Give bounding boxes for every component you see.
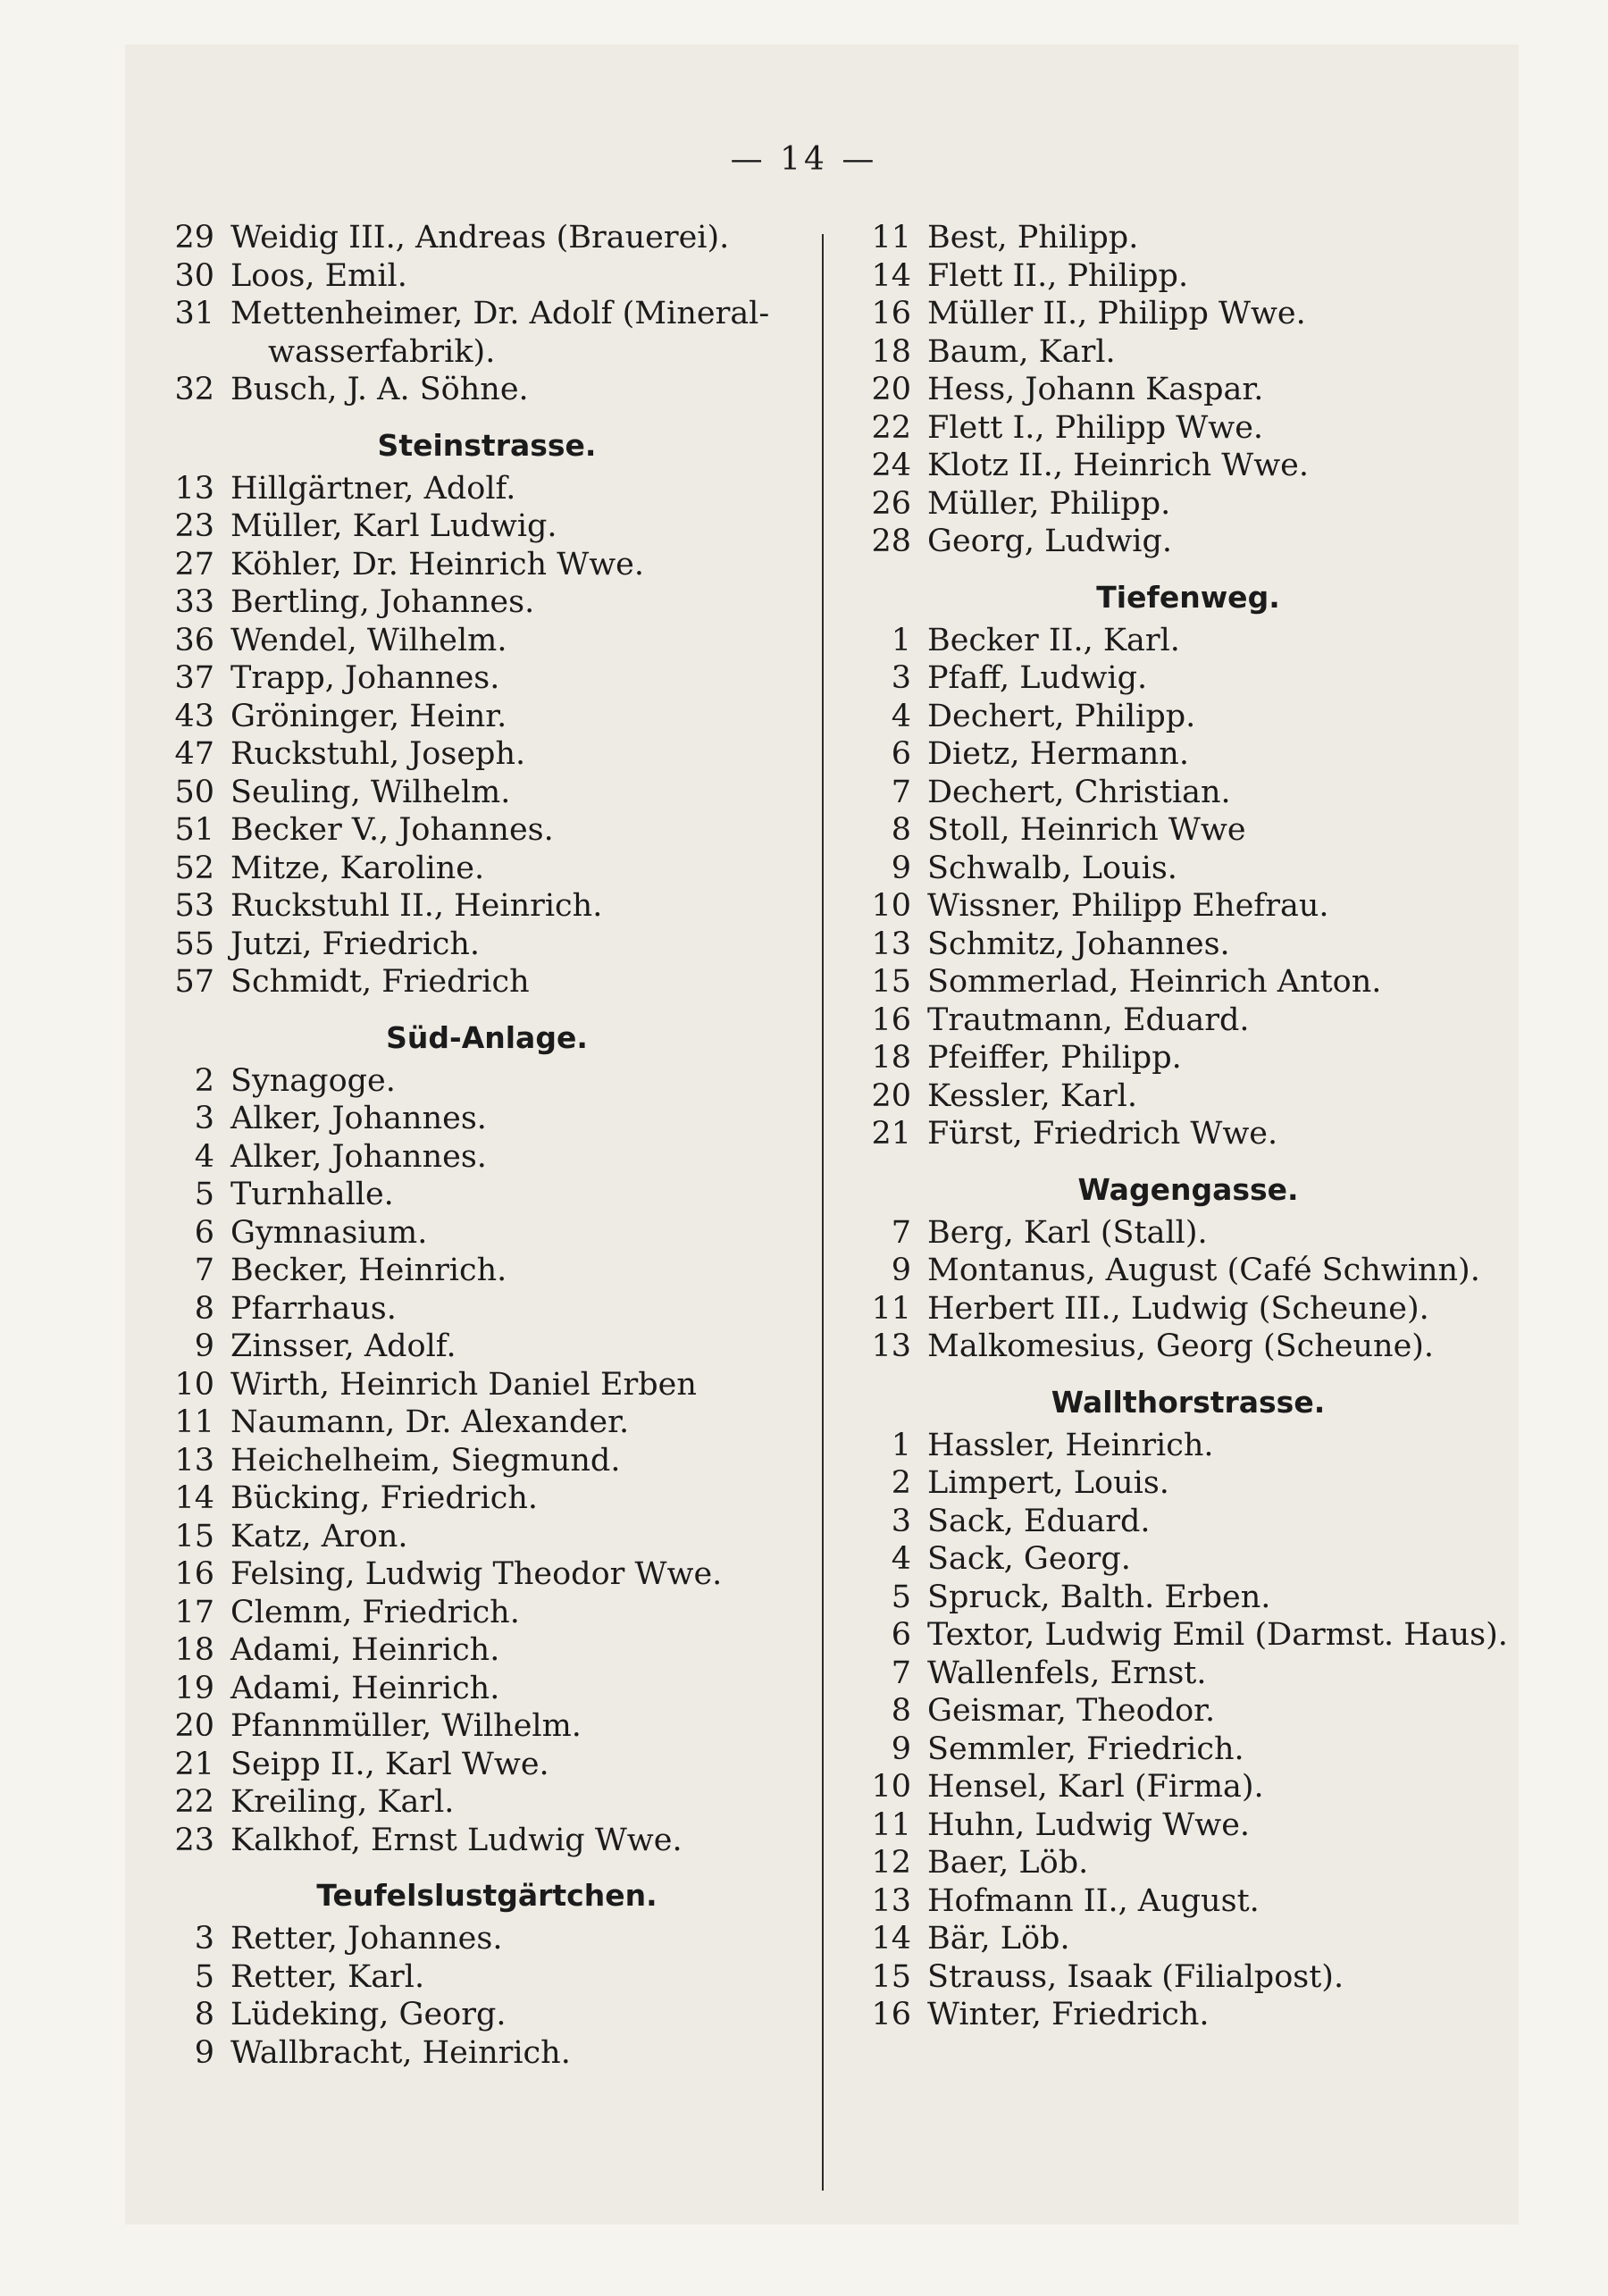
house-number: 11 — [174, 1404, 214, 1440]
list-item — [161, 257, 813, 296]
house-number: 16 — [174, 1556, 214, 1592]
house-number: 52 — [174, 850, 214, 886]
resident-name: Wallenfels, Ernst. — [927, 1655, 1207, 1691]
house-number: 14 — [871, 1921, 911, 1957]
resident-name: Strauss, Isaak (Filialpost). — [927, 1958, 1344, 1995]
list-item — [161, 1138, 813, 1177]
resident-name: Wirth, Heinrich Daniel Erben — [230, 1366, 697, 1403]
resident-name: Mettenheimer, Dr. Adolf (Mineral- — [230, 296, 770, 331]
house-number: 23 — [174, 1822, 214, 1858]
house-number: 21 — [871, 1116, 911, 1152]
resident-name: Fürst, Friedrich Wwe. — [927, 1116, 1278, 1152]
house-number: 13 — [174, 1442, 214, 1479]
house-number: 2 — [891, 1465, 911, 1501]
resident-name: Hofmann II., August. — [927, 1882, 1260, 1919]
house-number: 24 — [871, 448, 911, 483]
house-number: 10 — [871, 888, 911, 924]
house-number: 7 — [891, 1655, 911, 1691]
list-item — [161, 1518, 813, 1556]
right-column — [858, 219, 1519, 2034]
house-number: 4 — [891, 698, 911, 734]
house-number: 14 — [174, 1480, 214, 1516]
resident-name: Hensel, Karl (Firma). — [927, 1769, 1264, 1805]
list-item — [858, 1806, 1519, 1845]
list-item — [858, 1616, 1519, 1655]
house-number: 9 — [891, 1730, 911, 1767]
house-number: 18 — [871, 1040, 911, 1076]
list-item — [858, 1252, 1519, 1290]
list-item — [858, 1730, 1519, 1769]
resident-name: Becker V., Johannes. — [230, 812, 554, 848]
list-item — [858, 698, 1519, 736]
resident-name: Naumann, Dr. Alexander. — [230, 1404, 630, 1440]
resident-name: Baum, Karl. — [927, 333, 1116, 370]
house-number: 7 — [891, 1214, 911, 1251]
list-item — [858, 485, 1519, 524]
resident-name: Geismar, Theodor. — [927, 1693, 1216, 1729]
house-number: 3 — [194, 1101, 214, 1136]
house-number: 31 — [174, 296, 214, 331]
list-item — [858, 850, 1519, 888]
house-number: 27 — [174, 546, 214, 582]
column-divider — [822, 234, 824, 2191]
house-number: 4 — [891, 1541, 911, 1577]
resident-name: Seuling, Wilhelm. — [230, 774, 511, 810]
house-number: 57 — [174, 964, 214, 1000]
house-number: 11 — [871, 1290, 911, 1327]
list-item — [161, 1555, 813, 1594]
list-item — [161, 1746, 813, 1784]
resident-name: Sack, Georg. — [927, 1541, 1131, 1577]
list-item — [161, 1290, 813, 1328]
resident-name: Köhler, Dr. Heinrich Wwe. — [230, 546, 644, 582]
resident-name: Wendel, Wilhelm. — [230, 622, 507, 658]
resident-name: Müller, Philipp. — [927, 485, 1171, 522]
resident-name: Bücking, Friedrich. — [230, 1480, 538, 1516]
house-number: 7 — [194, 1253, 214, 1288]
list-item — [858, 1882, 1519, 1921]
list-item — [858, 926, 1519, 964]
house-number: 32 — [174, 372, 214, 407]
house-number: 20 — [871, 372, 911, 407]
resident-name: Baer, Löb. — [927, 1845, 1089, 1881]
resident-name: Hassler, Heinrich. — [927, 1427, 1214, 1463]
list-item — [858, 1579, 1519, 1617]
house-number: 53 — [174, 888, 214, 924]
resident-name: Herbert III., Ludwig (Scheune). — [927, 1290, 1429, 1327]
resident-name: Weidig III., Andreas (Brauerei). — [230, 220, 730, 256]
street-heading: Süd-Anlage. — [386, 1019, 588, 1055]
house-number: 11 — [871, 220, 911, 256]
list-item — [161, 1328, 813, 1366]
house-number: 30 — [174, 257, 214, 294]
resident-name: Jutzi, Friedrich. — [230, 926, 481, 962]
list-item — [161, 2034, 813, 2073]
house-number: 6 — [194, 1214, 214, 1251]
list-item — [161, 887, 813, 926]
resident-name: Best, Philipp. — [927, 220, 1139, 256]
list-item — [161, 698, 813, 736]
resident-name: Felsing, Ludwig Theodor Wwe. — [230, 1556, 723, 1592]
list-item — [858, 1768, 1519, 1806]
house-number: 10 — [174, 1366, 214, 1403]
list-item — [858, 1996, 1519, 2034]
list-item — [161, 1783, 813, 1822]
resident-name: Dechert, Philipp. — [927, 698, 1196, 734]
resident-name: Pfarrhaus. — [230, 1290, 397, 1327]
house-number: 55 — [174, 926, 214, 962]
list-item — [858, 735, 1519, 774]
house-number: 3 — [891, 1503, 911, 1539]
resident-name: Klotz II., Heinrich Wwe. — [927, 448, 1310, 483]
house-number: 28 — [871, 524, 911, 559]
resident-name: Gymnasium. — [230, 1214, 428, 1251]
list-item — [858, 523, 1519, 561]
list-item — [858, 1214, 1519, 1253]
house-number: 21 — [174, 1746, 214, 1782]
house-number: 20 — [174, 1708, 214, 1744]
list-item — [858, 887, 1519, 926]
list-item — [858, 1001, 1519, 1040]
resident-name: Pfeiffer, Philipp. — [927, 1040, 1182, 1076]
list-item — [161, 659, 813, 698]
house-number: 3 — [194, 1921, 214, 1957]
list-item — [161, 1958, 813, 1997]
house-number: 7 — [891, 774, 911, 810]
list-item — [161, 1214, 813, 1253]
house-number: 2 — [194, 1062, 214, 1099]
list-item — [161, 926, 813, 964]
house-number: 8 — [891, 812, 911, 848]
resident-name: Becker, Heinrich. — [230, 1253, 507, 1288]
house-number: 8 — [194, 1290, 214, 1327]
list-item — [858, 1692, 1519, 1730]
house-number: 18 — [871, 333, 911, 370]
list-item — [858, 1115, 1519, 1153]
list-item — [858, 1958, 1519, 1997]
list-item — [858, 1328, 1519, 1366]
resident-name: Adami, Heinrich. — [230, 1632, 500, 1668]
house-number: 6 — [891, 736, 911, 772]
resident-name: Montanus, August (Café Schwinn). — [927, 1253, 1480, 1288]
resident-name: Spruck, Balth. Erben. — [927, 1579, 1271, 1615]
resident-name: Berg, Karl (Stall). — [927, 1214, 1208, 1251]
list-item — [858, 409, 1519, 448]
house-number: 8 — [194, 1997, 214, 2032]
left-column — [161, 219, 813, 2072]
list-item — [161, 1062, 813, 1101]
list-item — [858, 447, 1519, 485]
house-number: 47 — [174, 736, 214, 772]
list-item — [858, 622, 1519, 660]
house-number: 17 — [174, 1594, 214, 1630]
resident-name: Seipp II., Karl Wwe. — [230, 1746, 549, 1782]
house-number: 29 — [174, 220, 214, 256]
resident-name: Busch, J. A. Söhne. — [230, 372, 529, 407]
house-number: 13 — [871, 926, 911, 962]
resident-name: Becker II., Karl. — [927, 622, 1180, 658]
resident-name: Flett I., Philipp Wwe. — [927, 409, 1264, 446]
list-item — [858, 295, 1519, 333]
street-heading: Teufelslustgärtchen. — [316, 1878, 657, 1913]
resident-name: Flett II., Philipp. — [927, 257, 1189, 294]
resident-name: Schmidt, Friedrich — [230, 964, 530, 1000]
list-item — [161, 1920, 813, 1958]
resident-name: Hess, Johann Kaspar. — [927, 372, 1264, 407]
resident-name: Bertling, Johannes. — [230, 584, 535, 620]
list-item — [161, 1996, 813, 2034]
resident-name: Gröninger, Heinr. — [230, 698, 507, 734]
house-number: 15 — [871, 1958, 911, 1995]
house-number: 15 — [871, 964, 911, 1000]
house-number: 1 — [891, 622, 911, 658]
page-number: — 14 — — [730, 141, 878, 178]
list-item — [161, 1252, 813, 1290]
resident-name: Georg, Ludwig. — [927, 524, 1173, 559]
list-item — [858, 811, 1519, 850]
list-item — [161, 583, 813, 622]
house-number: 22 — [871, 409, 911, 446]
resident-name: Müller, Karl Ludwig. — [230, 508, 557, 544]
list-item — [161, 1366, 813, 1404]
resident-name: Trapp, Johannes. — [230, 660, 500, 696]
list-item — [161, 811, 813, 850]
list-item — [161, 470, 813, 508]
house-number: 1 — [891, 1427, 911, 1463]
list-item — [161, 219, 813, 257]
house-number: 9 — [891, 850, 911, 886]
resident-name: Sack, Eduard. — [927, 1503, 1151, 1539]
resident-name: Kessler, Karl. — [927, 1077, 1137, 1114]
resident-name: Müller II., Philipp Wwe. — [927, 296, 1306, 331]
resident-name: Kreiling, Karl. — [230, 1784, 455, 1820]
list-item — [858, 963, 1519, 1001]
resident-name: Adami, Heinrich. — [230, 1670, 500, 1706]
house-number: 13 — [174, 470, 214, 507]
house-number: 13 — [871, 1882, 911, 1919]
resident-name: Alker, Johannes. — [230, 1138, 487, 1175]
list-item — [161, 1631, 813, 1670]
house-number: 26 — [871, 485, 911, 522]
house-number: 5 — [194, 1958, 214, 1995]
house-number: 37 — [174, 660, 214, 696]
list-item — [161, 1479, 813, 1518]
house-number: 13 — [871, 1328, 911, 1364]
list-item — [858, 1290, 1519, 1328]
house-number: 5 — [194, 1177, 214, 1212]
list-item — [161, 963, 813, 1001]
street-heading: Tiefenweg. — [1096, 579, 1280, 615]
resident-name: Sommerlad, Heinrich Anton. — [927, 964, 1382, 1000]
resident-name: Semmler, Friedrich. — [927, 1730, 1244, 1767]
house-number: 3 — [891, 660, 911, 696]
resident-name: Katz, Aron. — [230, 1518, 408, 1554]
house-number: 9 — [194, 2034, 214, 2071]
resident-name: Dietz, Hermann. — [927, 736, 1189, 772]
list-item — [858, 1039, 1519, 1077]
resident-name: Winter, Friedrich. — [927, 1997, 1210, 2032]
resident-name: Heichelheim, Siegmund. — [230, 1442, 621, 1479]
house-number: 16 — [871, 296, 911, 331]
list-item — [858, 774, 1519, 812]
list-item — [161, 1670, 813, 1708]
house-number: 50 — [174, 774, 214, 810]
list-item — [858, 1655, 1519, 1693]
resident-name: Mitze, Karoline. — [230, 850, 485, 886]
house-number: 5 — [891, 1579, 911, 1615]
resident-name: Schmitz, Johannes. — [927, 926, 1230, 962]
house-number: 9 — [891, 1253, 911, 1288]
house-number: 18 — [174, 1632, 214, 1668]
resident-name: Lüdeking, Georg. — [230, 1997, 507, 2032]
resident-name: Trautmann, Eduard. — [927, 1001, 1250, 1038]
resident-name: Textor, Ludwig Emil (Darmst. Haus). — [927, 1617, 1508, 1653]
house-number: 9 — [194, 1328, 214, 1364]
house-number: 51 — [174, 812, 214, 848]
resident-name: Stoll, Heinrich Wwe — [927, 812, 1246, 848]
house-number: 36 — [174, 622, 214, 658]
resident-name: Wissner, Philipp Ehefrau. — [927, 888, 1329, 924]
list-item — [161, 1404, 813, 1442]
resident-name: Loos, Emil. — [230, 257, 407, 294]
list-item-continuation: wasserfabrik). — [268, 333, 496, 370]
resident-name: Zinsser, Adolf. — [230, 1328, 456, 1364]
resident-name: Clemm, Friedrich. — [230, 1594, 520, 1630]
list-item — [858, 257, 1519, 296]
resident-name: Malkomesius, Georg (Scheune). — [927, 1328, 1435, 1364]
list-item — [858, 1540, 1519, 1579]
street-heading: Steinstrasse. — [377, 427, 597, 463]
list-item — [161, 295, 813, 333]
list-item — [858, 1844, 1519, 1882]
house-number: 4 — [194, 1138, 214, 1175]
resident-name: Retter, Karl. — [230, 1958, 425, 1995]
list-item — [161, 371, 813, 409]
street-heading: Wallthorstrasse. — [1051, 1384, 1326, 1420]
house-number: 16 — [871, 1001, 911, 1038]
house-number: 33 — [174, 584, 214, 620]
house-number: 8 — [891, 1693, 911, 1729]
resident-name: Pfaff, Ludwig. — [927, 660, 1148, 696]
list-item — [161, 1594, 813, 1632]
list-item — [161, 774, 813, 812]
list-item — [161, 1707, 813, 1746]
house-number: 23 — [174, 508, 214, 544]
house-number: 43 — [174, 698, 214, 734]
house-number: 19 — [174, 1670, 214, 1706]
resident-name: Hillgärtner, Adolf. — [230, 470, 516, 507]
list-item — [858, 659, 1519, 698]
street-heading: Wagengasse. — [1077, 1171, 1299, 1207]
list-item — [858, 219, 1519, 257]
resident-name: Ruckstuhl II., Heinrich. — [230, 888, 603, 924]
list-item — [858, 1920, 1519, 1958]
house-number: 6 — [891, 1617, 911, 1653]
house-number: 11 — [871, 1806, 911, 1843]
list-item — [161, 850, 813, 888]
house-number: 14 — [871, 257, 911, 294]
house-number: 20 — [871, 1077, 911, 1114]
list-item — [858, 333, 1519, 372]
resident-name: Huhn, Ludwig Wwe. — [927, 1806, 1251, 1843]
house-number: 10 — [871, 1769, 911, 1805]
list-item — [161, 1176, 813, 1214]
list-item — [858, 1464, 1519, 1503]
resident-name: Limpert, Louis. — [927, 1465, 1169, 1501]
resident-name: Retter, Johannes. — [230, 1921, 503, 1957]
resident-name: Turnhalle. — [230, 1177, 394, 1212]
resident-name: Schwalb, Louis. — [927, 850, 1177, 886]
resident-name: Alker, Johannes. — [230, 1101, 487, 1136]
list-item — [858, 1077, 1519, 1116]
resident-name: Wallbracht, Heinrich. — [230, 2034, 571, 2071]
house-number: 12 — [871, 1845, 911, 1881]
list-item — [858, 1427, 1519, 1465]
list-item — [161, 1442, 813, 1480]
resident-name: Dechert, Christian. — [927, 774, 1231, 810]
list-item — [161, 622, 813, 660]
list-item — [161, 735, 813, 774]
resident-name: Kalkhof, Ernst Ludwig Wwe. — [230, 1822, 683, 1858]
list-item — [161, 1822, 813, 1860]
list-item — [161, 546, 813, 584]
resident-name: Synagoge. — [230, 1062, 396, 1099]
resident-name: Bär, Löb. — [927, 1921, 1070, 1957]
list-item — [858, 371, 1519, 409]
house-number: 16 — [871, 1997, 911, 2032]
house-number: 22 — [174, 1784, 214, 1820]
list-item — [161, 1100, 813, 1138]
list-item — [161, 507, 813, 546]
resident-name: Pfannmüller, Wilhelm. — [230, 1708, 582, 1744]
house-number: 15 — [174, 1518, 214, 1554]
resident-name: Ruckstuhl, Joseph. — [230, 736, 526, 772]
list-item — [858, 1503, 1519, 1541]
